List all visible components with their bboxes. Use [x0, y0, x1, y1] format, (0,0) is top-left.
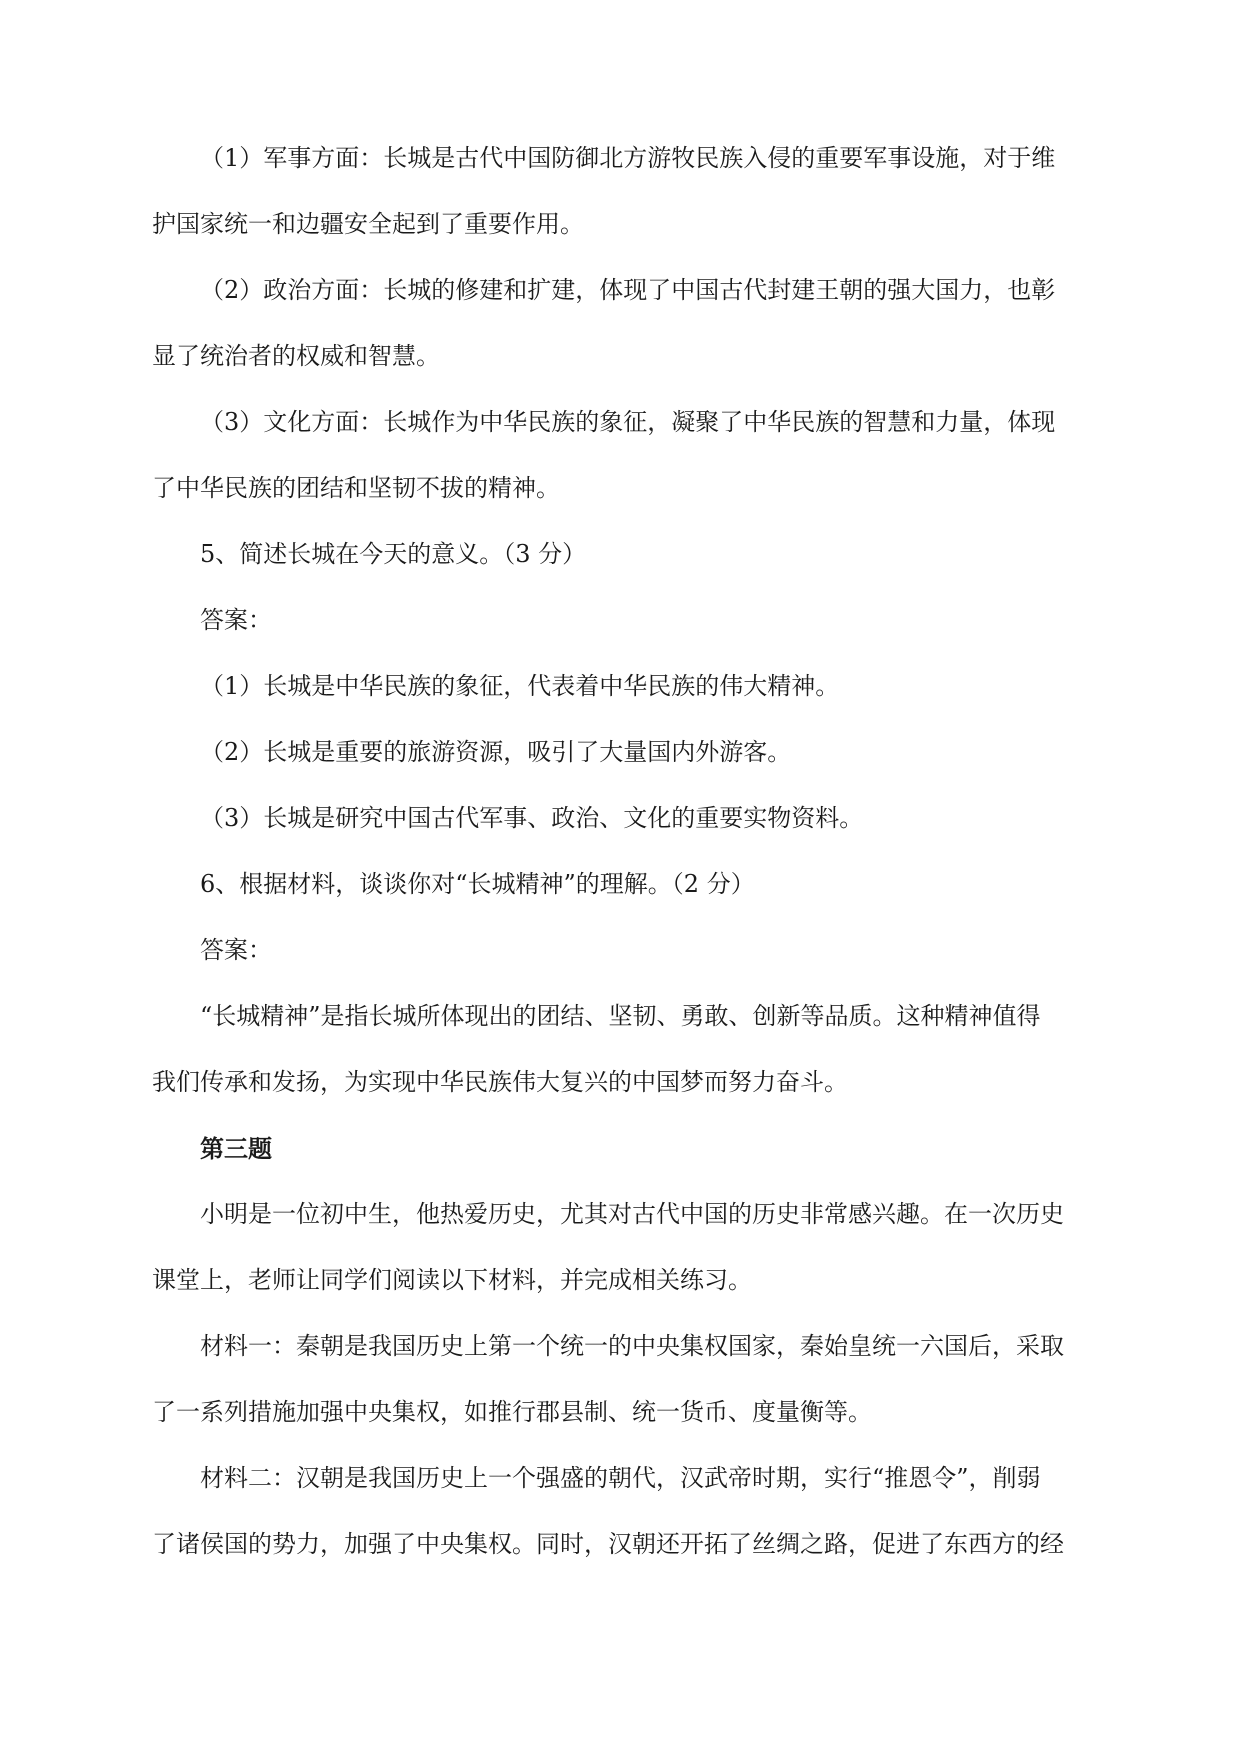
paragraph-line: 材料一：秦朝是我国历史上第一个统一的中央集权国家，秦始皇统一六国后，采取	[200, 1332, 1064, 1360]
paragraph-line: 我们传承和发扬，为实现中华民族伟大复兴的中国梦而努力奋斗。	[152, 1068, 848, 1096]
section-heading: 第三题	[200, 1134, 272, 1163]
question-text: 5、简述长城在今天的意义。（3 分）	[200, 540, 587, 568]
document-page	[152, 140, 1092, 1592]
paragraph-intro	[152, 1196, 1092, 1299]
paragraph-line: 小明是一位初中生，他热爱历史，尤其对古代中国的历史非常感兴趣。在一次历史	[200, 1200, 1064, 1228]
answer-label-6	[152, 932, 1092, 969]
paragraph-political	[152, 272, 1092, 375]
paragraph-line: 了中华民族的团结和坚韧不拔的精神。	[152, 474, 560, 502]
paragraph-line: （2）政治方面：长城的修建和扩建，体现了中国古代封建王朝的强大国力，也彰	[200, 276, 1056, 304]
answer-label-5	[152, 602, 1092, 639]
question-5	[152, 536, 1092, 573]
answer-5-item-1	[152, 668, 1092, 705]
paragraph-line: 了一系列措施加强中央集权，如推行郡县制、统一货币、度量衡等。	[152, 1398, 872, 1426]
answer-5-item-3	[152, 800, 1092, 837]
question-6	[152, 866, 1092, 903]
paragraph-line: 课堂上，老师让同学们阅读以下材料，并完成相关练习。	[152, 1266, 752, 1294]
answer-label: 答案：	[200, 936, 272, 964]
material-1	[152, 1328, 1092, 1431]
paragraph-cultural	[152, 404, 1092, 507]
paragraph-military	[152, 140, 1092, 243]
paragraph-line: 了诸侯国的势力，加强了中央集权。同时，汉朝还开拓了丝绸之路，促进了东西方的经	[152, 1530, 1064, 1558]
answer-item: （3）长城是研究中国古代军事、政治、文化的重要实物资料。	[200, 804, 864, 832]
section-heading-3	[152, 1130, 1092, 1167]
material-2	[152, 1460, 1092, 1563]
paragraph-line: （3）文化方面：长城作为中华民族的象征，凝聚了中华民族的智慧和力量，体现	[200, 408, 1056, 436]
paragraph-line: “长城精神”是指长城所体现出的团结、坚韧、勇敢、创新等品质。这种精神值得	[200, 1002, 1041, 1030]
paragraph-line: 护国家统一和边疆安全起到了重要作用。	[152, 210, 584, 238]
paragraph-line: 材料二：汉朝是我国历史上一个强盛的朝代，汉武帝时期，实行“推恩令”，削弱	[200, 1464, 1041, 1492]
paragraph-line: 显了统治者的权威和智慧。	[152, 342, 440, 370]
answer-item: （1）长城是中华民族的象征，代表着中华民族的伟大精神。	[200, 672, 840, 700]
answer-5-item-2	[152, 734, 1092, 771]
answer-label: 答案：	[200, 606, 272, 634]
paragraph-line: （1）军事方面：长城是古代中国防御北方游牧民族入侵的重要军事设施，对于维	[200, 144, 1056, 172]
answer-6-text	[152, 998, 1092, 1101]
question-text: 6、根据材料，谈谈你对“长城精神”的理解。（2 分）	[200, 870, 755, 898]
answer-item: （2）长城是重要的旅游资源，吸引了大量国内外游客。	[200, 738, 792, 766]
